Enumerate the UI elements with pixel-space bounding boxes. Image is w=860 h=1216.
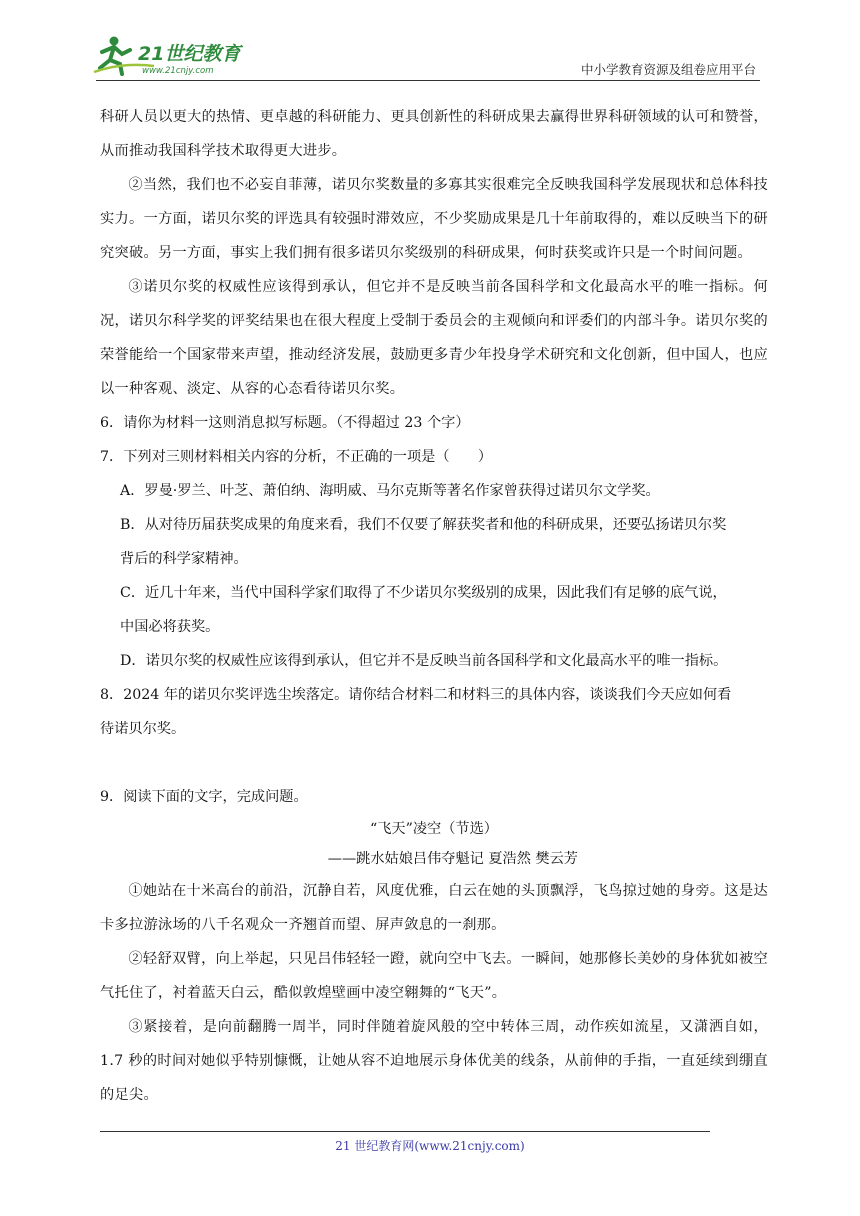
logo-url: www.21cnjy.com <box>142 66 214 76</box>
option-c-line2: 中国必将获奖。 <box>120 619 220 635</box>
logo-text: 21世纪教育 <box>138 43 241 65</box>
header-platform-text: 中小学教育资源及组卷应用平台 <box>580 62 756 77</box>
spacer <box>100 746 768 780</box>
paragraph-continued: 科研人员以更大的热情、更卓越的科研能力、更具创新性的科研成果去赢得世界科研领域的认可和赞誉，从而推动我国科学技术取得更大进步。 <box>100 109 768 159</box>
option-b-line2: 背后的科学家精神。 <box>120 551 248 567</box>
option-c-line1: C．近几十年来，当代中国科学家们取得了不少诺贝尔奖级别的成果，因此我们有足够的底气说， <box>120 585 727 601</box>
site-logo <box>92 32 262 78</box>
question-6: 6．请你为材料一这则消息拟写标题。（不得超过 23 个字） <box>100 415 470 431</box>
question-9: 9．阅读下面的文字，完成问题。 <box>100 789 308 805</box>
main-content <box>100 100 768 1112</box>
article-paragraph-1: ①她站在十米高台的前沿，沉静自若，风度优雅，白云在她的头顶飘浮，飞鸟掠过她的身旁。这是达卡多拉游泳场的八千名观众一齐翘首而望、屏声敛息的一刹那。 <box>100 883 768 933</box>
footer-divider <box>100 1131 710 1132</box>
article-paragraph-3: ③紧接着，是向前翻腾一周半，同时伴随着旋风般的空中转体三周，动作疾如流星，又潇洒自如，1.7 秒的时间对她似乎特别慷慨，让她从容不迫地展示身体优美的线条，从前伸的手指，一直延续到绷直的足尖。 <box>100 1019 768 1103</box>
article-subtitle: ——跳水姑娘吕伟夺魁记 夏浩然 樊云芳 <box>327 851 578 867</box>
paragraph-3: ③诺贝尔奖的权威性应该得到承认，但它并不是反映当前各国科学和文化最高水平的唯一指标。何况，诺贝尔科学奖的评奖结果也在很大程度上受制于委员会的主观倾向和评委们的内部斗争。诺贝尔奖的荣誉能给一个国家带来声望，推动经济发展，鼓励更多青少年投身学术研究和文化创新，但中国人，也应以一种客观、淡定、从容的心态看待诺贝尔奖。 <box>100 279 768 397</box>
option-a: A．罗曼·罗兰、叶芝、萧伯纳、海明威、马尔克斯等著名作家曾获得过诺贝尔文学奖。 <box>120 483 660 499</box>
paragraph-2: ②当然，我们也不必妄自菲薄，诺贝尔奖数量的多寡其实很难完全反映我国科学发展现状和总体科技实力。一方面，诺贝尔奖的评选具有较强时滞效应，不少奖励成果是几十年前取得的，难以反映当下的研究突破。另一方面，事实上我们拥有很多诺贝尔奖级别的科研成果，何时获奖或许只是一个时间问题。 <box>100 177 768 261</box>
question-7: 7．下列对三则材料相关内容的分析，不正确的一项是（ ） <box>100 449 493 465</box>
option-d: D．诺贝尔奖的权威性应该得到承认，但它并不是反映当前各国科学和文化最高水平的唯一指标。 <box>120 653 728 669</box>
option-b-line1: B．从对待历届获奖成果的角度来看，我们不仅要了解获奖者和他的科研成果，还要弘扬诺贝尔奖 <box>120 517 727 533</box>
article-title: “飞天”凌空（节选） <box>369 821 498 837</box>
question-8-line2: 待诺贝尔奖。 <box>100 721 186 737</box>
header-divider <box>96 80 760 81</box>
question-8-line1: 8．2024 年的诺贝尔奖评选尘埃落定。请你结合材料二和材料三的具体内容，谈谈我们今天应如何看 <box>100 687 732 703</box>
footer-link[interactable]: 21 世纪教育网(www.21cnjy.com) <box>335 1139 525 1153</box>
article-paragraph-2: ②轻舒双臂，向上举起，只见吕伟轻轻一蹬，就向空中飞去。一瞬间，她那修长美妙的身体犹如被空气托住了，衬着蓝天白云，酷似敦煌壁画中凌空翱舞的“飞天”。 <box>100 951 768 1001</box>
